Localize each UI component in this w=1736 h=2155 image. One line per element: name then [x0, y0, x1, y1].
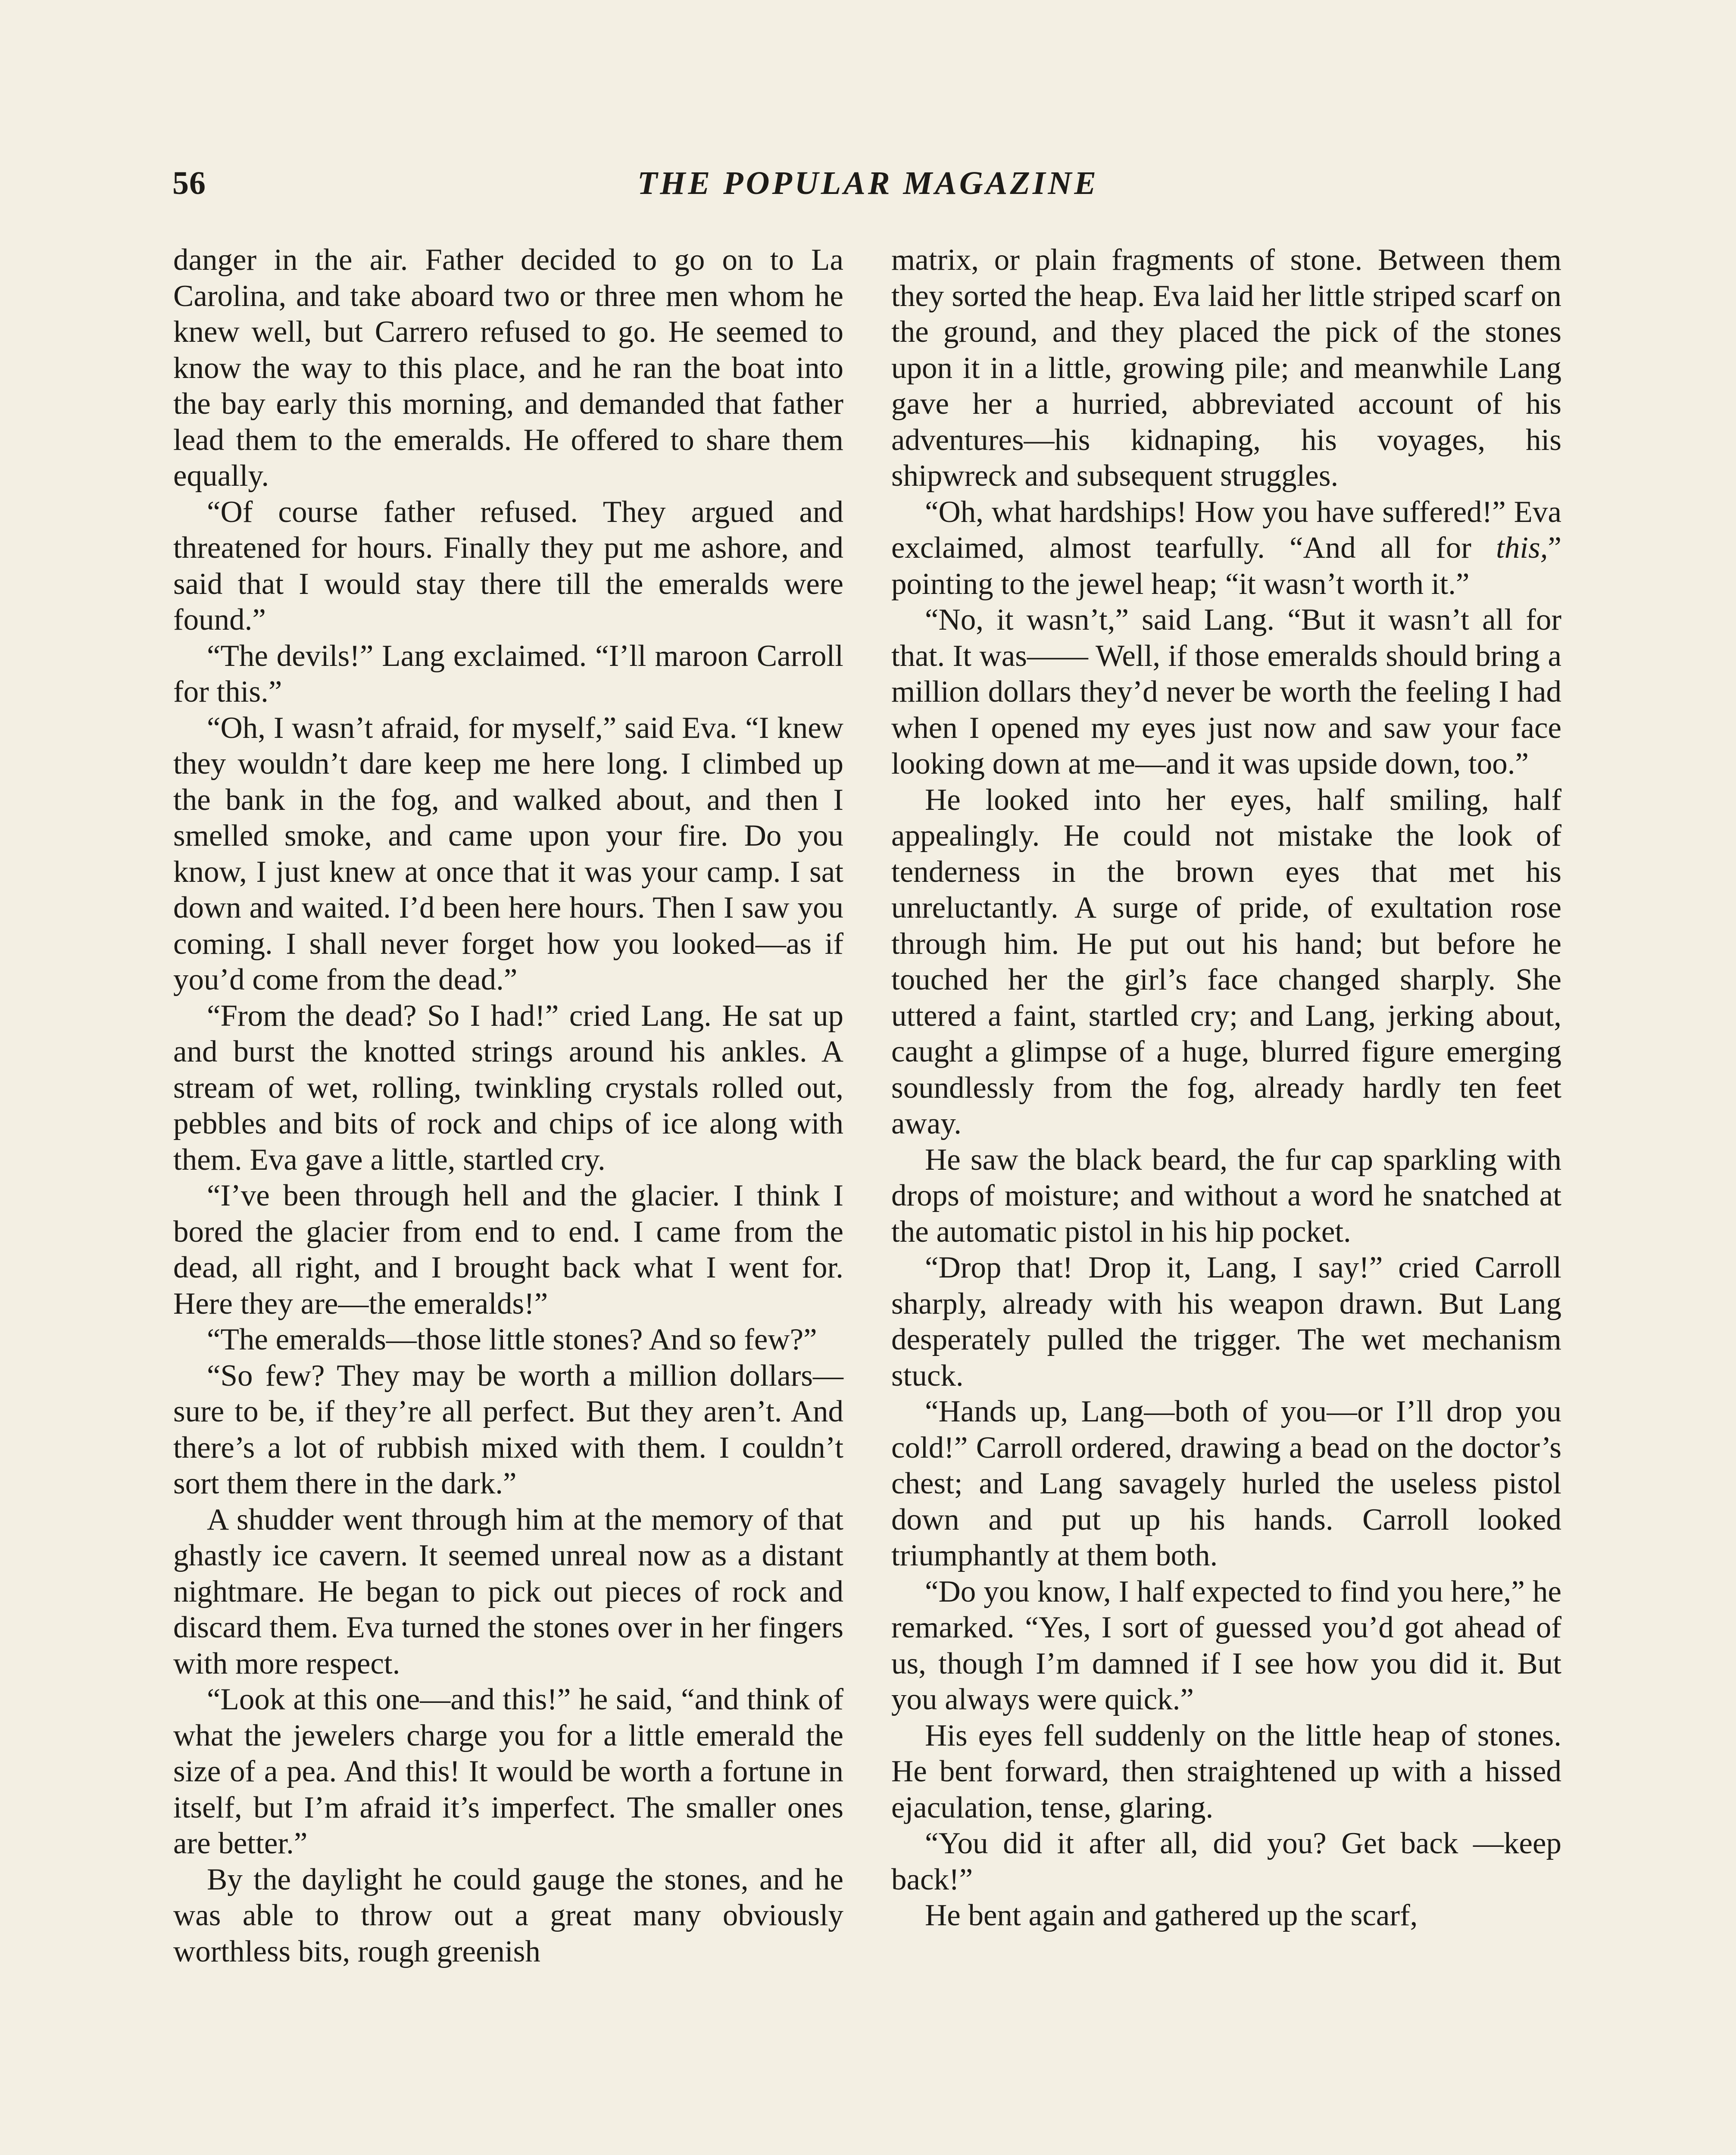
paragraph: “So few? They may be worth a million dollars—sure to be, if they’re all perfect. But they aren’t. And there’s a lot of rubbish mixed with them. I couldn’t sort them there in the dark.”	[173, 1359, 843, 1500]
paragraph: matrix, or plain fragments of stone. Between them they sorted the heap. Eva laid her little striped scarf on the ground, and they placed the pick of the stones upon it in a little, growing pile; and meanwhile Lang gave her a hurried, abbreviated account of his adventures—his kidnaping, his voyages, his shipwreck and subsequent struggles.	[891, 243, 1561, 493]
paragraph: “I’ve been through hell and the glacier. I think I bored the glacier from end to end. I came from the dead, all right, and I brought back what I went for. Here they are—the emeralds!”	[173, 1179, 843, 1321]
paragraph: He saw the black beard, the fur cap sparkling with drops of moisture; and without a word he snatched at the automatic pistol in his hip pocket.	[891, 1143, 1561, 1249]
right-column	[891, 242, 1561, 1934]
paragraph: “You did it after all, did you? Get back —keep back!”	[891, 1827, 1561, 1896]
running-head: THE POPULAR MAGAZINE	[637, 165, 1099, 201]
paragraph: “From the dead? So I had!” cried Lang. He sat up and burst the knotted strings around his ankles. A stream of wet, rolling, twinkling crystals rolled out, pebbles and bits of rock and chips of ice along with them. Eva gave a little, startled cry.	[173, 999, 843, 1177]
paragraph: A shudder went through him at the memory of that ghastly ice cavern. It seemed unreal now as a distant nightmare. He began to pick out pieces of rock and discard them. Eva turned the stones over in her fingers with more respect.	[173, 1502, 843, 1680]
paragraph: He looked into her eyes, half smiling, half appealingly. He could not mistake the look of tenderness in the brown eyes that met his unreluctantly. A surge of pride, of exultation rose through him. He put out his hand; but before he touched her the girl’s face changed sharply. She uttered a faint, startled cry; and Lang, jerking about, caught a glimpse of a huge, blurred figure emerging soundlessly from the fog, already hardly ten feet away.	[891, 783, 1561, 1140]
paragraph: “No, it wasn’t,” said Lang. “But it wasn’t all for that. It was—— Well, if those emeralds should bring a million dollars they’d never be worth the feeling I had when I opened my eyes just now and saw your face looking down at me—and it was upside down, too.”	[891, 603, 1561, 781]
italic-text-run: this,	[1496, 531, 1548, 565]
paragraph: danger in the air. Father decided to go on to La Carolina, and take aboard two or three men whom he knew well, but Carrero refused to go. He seemed to know the way to this place, and he ran the boat into the bay early this morning, and demanded that father lead them to the emeralds. He offered to share them equally.	[173, 243, 843, 493]
text-run: “Oh, what hardships! How you have suffered!” Eva exclaimed, almost tearfully. “And all for	[891, 495, 1561, 565]
left-column	[173, 242, 843, 1970]
paragraph: “The emeralds—those little stones? And so few?”	[207, 1323, 817, 1356]
paragraph: By the daylight he could gauge the stones, and he was able to throw out a great many obviously worthless bits, rough greenish	[173, 1862, 843, 1968]
paragraph: He bent again and gathered up the scarf,	[925, 1899, 1418, 1932]
paragraph: His eyes fell suddenly on the little heap of stones. He bent forward, then straightened up with a hissed ejaculation, tense, glaring.	[891, 1718, 1561, 1824]
paragraph: “Look at this one—and this!” he said, “and think of what the jewelers charge you for a little emerald the size of a pea. And this! It would be worth a fortune in itself, but I’m afraid it’s imperfect. The smaller ones are better.”	[173, 1683, 843, 1860]
text-run: ” pointing to the jewel heap; “it wasn’t worth it.”	[891, 531, 1561, 601]
paragraph: “Do you know, I half expected to find you here,” he remarked. “Yes, I sort of guessed you’d got ahead of us, though I’m damned if I see how you did it. But you always were quick.”	[891, 1574, 1561, 1716]
paragraph	[891, 494, 1561, 603]
paragraph: “The devils!” Lang exclaimed. “I’ll maroon Carroll for this.”	[173, 639, 843, 709]
paragraph: “Of course father refused. They argued and threatened for hours. Finally they put me ashore, and said that I would stay there till the emeralds were found.”	[173, 495, 843, 637]
paragraph: “Hands up, Lang—both of you—or I’ll drop you cold!” Carroll ordered, drawing a bead on the doctor’s chest; and Lang savagely hurled the useless pistol down and put up his hands. Carroll looked triumphantly at them both.	[891, 1395, 1561, 1572]
paragraph: “Drop that! Drop it, Lang, I say!” cried Carroll sharply, already with his weapon drawn. But Lang desperately pulled the trigger. The wet mechanism stuck.	[891, 1251, 1561, 1393]
paragraph: “Oh, I wasn’t afraid, for myself,” said Eva. “I knew they wouldn’t dare keep me here long. I climbed up the bank in the fog, and walked about, and then I smelled smoke, and came upon your fire. Do you know, I just knew at once that it was your camp. I sat down and waited. I’d been here hours. Then I saw you coming. I shall never forget how you looked—as if you’d come from the dead.”	[173, 711, 843, 996]
page-number: 56	[172, 165, 206, 201]
